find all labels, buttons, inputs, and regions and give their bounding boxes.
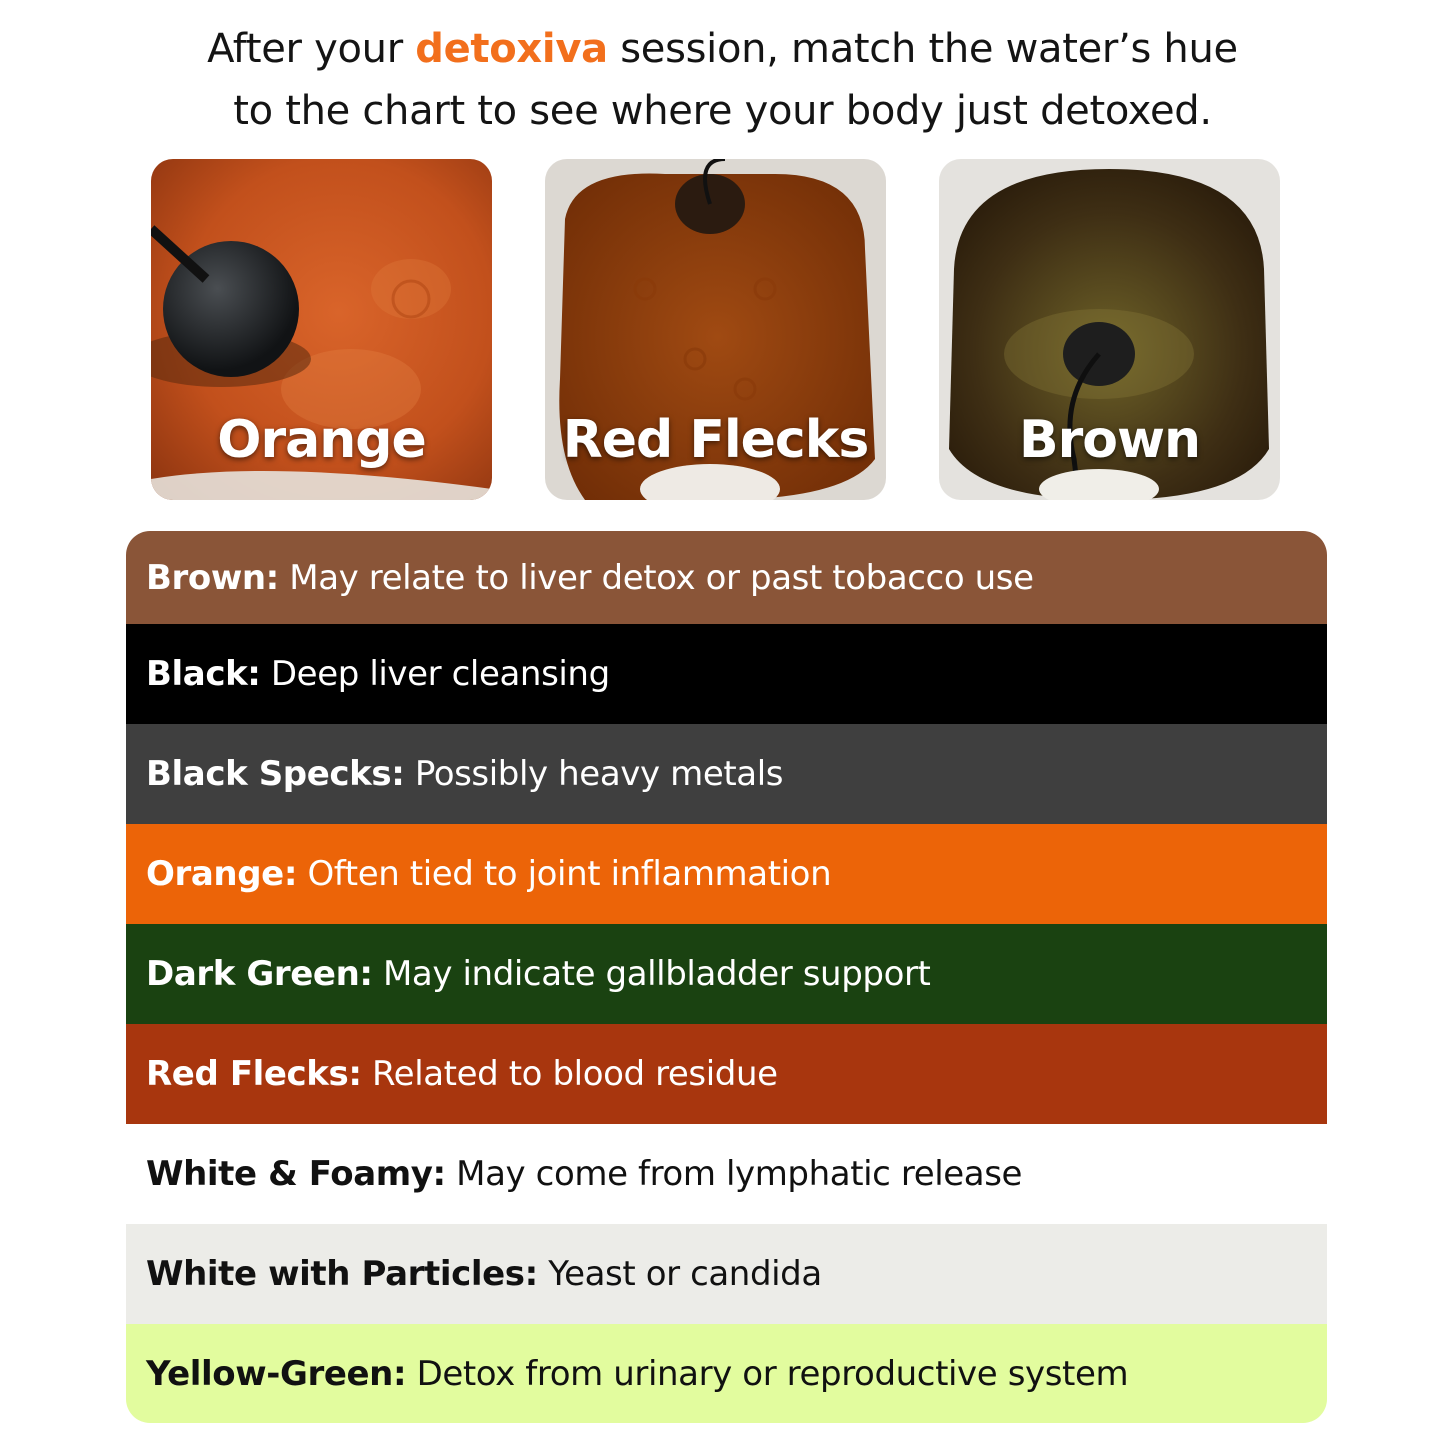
chart-row (126, 924, 1327, 1024)
chart-row-term: Orange: (146, 854, 298, 894)
photo-brown (939, 159, 1280, 500)
chart-row-description: Possibly heavy metals (414, 754, 784, 794)
chart-row-term: White & Foamy: (146, 1154, 446, 1194)
chart-row (126, 1324, 1327, 1423)
chart-row-term: Yellow-Green: (146, 1353, 407, 1394)
chart-row (126, 531, 1327, 624)
chart-row-description: Detox from urinary or reproductive system (416, 1353, 1129, 1394)
photo-label-orange: Orange (217, 410, 426, 470)
chart-row-description: May indicate gallbladder support (383, 954, 931, 994)
photo-orange (151, 159, 492, 500)
chart-row (126, 1124, 1327, 1224)
chart-row (126, 1024, 1327, 1124)
photo-red-flecks (545, 159, 886, 500)
headline-text-before: After your (207, 26, 416, 72)
chart-row-term: Brown: (146, 557, 279, 598)
chart-row-term: Black: (146, 654, 261, 694)
chart-row (126, 824, 1327, 924)
chart-row-description: Deep liver cleansing (270, 654, 610, 694)
brand-name: detoxiva (415, 26, 608, 72)
chart-row-term: White with Particles: (146, 1254, 538, 1294)
chart-row-description: Yeast or candida (548, 1254, 822, 1294)
chart-row-term: Black Specks: (146, 754, 405, 794)
photo-strip (0, 159, 1445, 500)
chart-row-description: Often tied to joint inflammation (307, 854, 832, 894)
headline (0, 18, 1445, 142)
chart-row (126, 624, 1327, 724)
headline-line-1 (0, 18, 1445, 80)
chart-row-term: Dark Green: (146, 954, 373, 994)
chart-row (126, 1224, 1327, 1324)
color-chart (126, 531, 1327, 1423)
chart-row-description: May relate to liver detox or past tobacco use (289, 557, 1034, 598)
chart-row-description: Related to blood residue (371, 1054, 778, 1094)
chart-row (126, 724, 1327, 824)
headline-text-after: session, match the water’s hue (607, 26, 1238, 72)
photo-label-red-flecks: Red Flecks (562, 410, 869, 470)
headline-line-2: to the chart to see where your body just detoxed. (233, 88, 1212, 134)
chart-row-term: Red Flecks: (146, 1054, 362, 1094)
chart-row-description: May come from lymphatic release (456, 1154, 1023, 1194)
photo-label-brown: Brown (1018, 410, 1201, 470)
